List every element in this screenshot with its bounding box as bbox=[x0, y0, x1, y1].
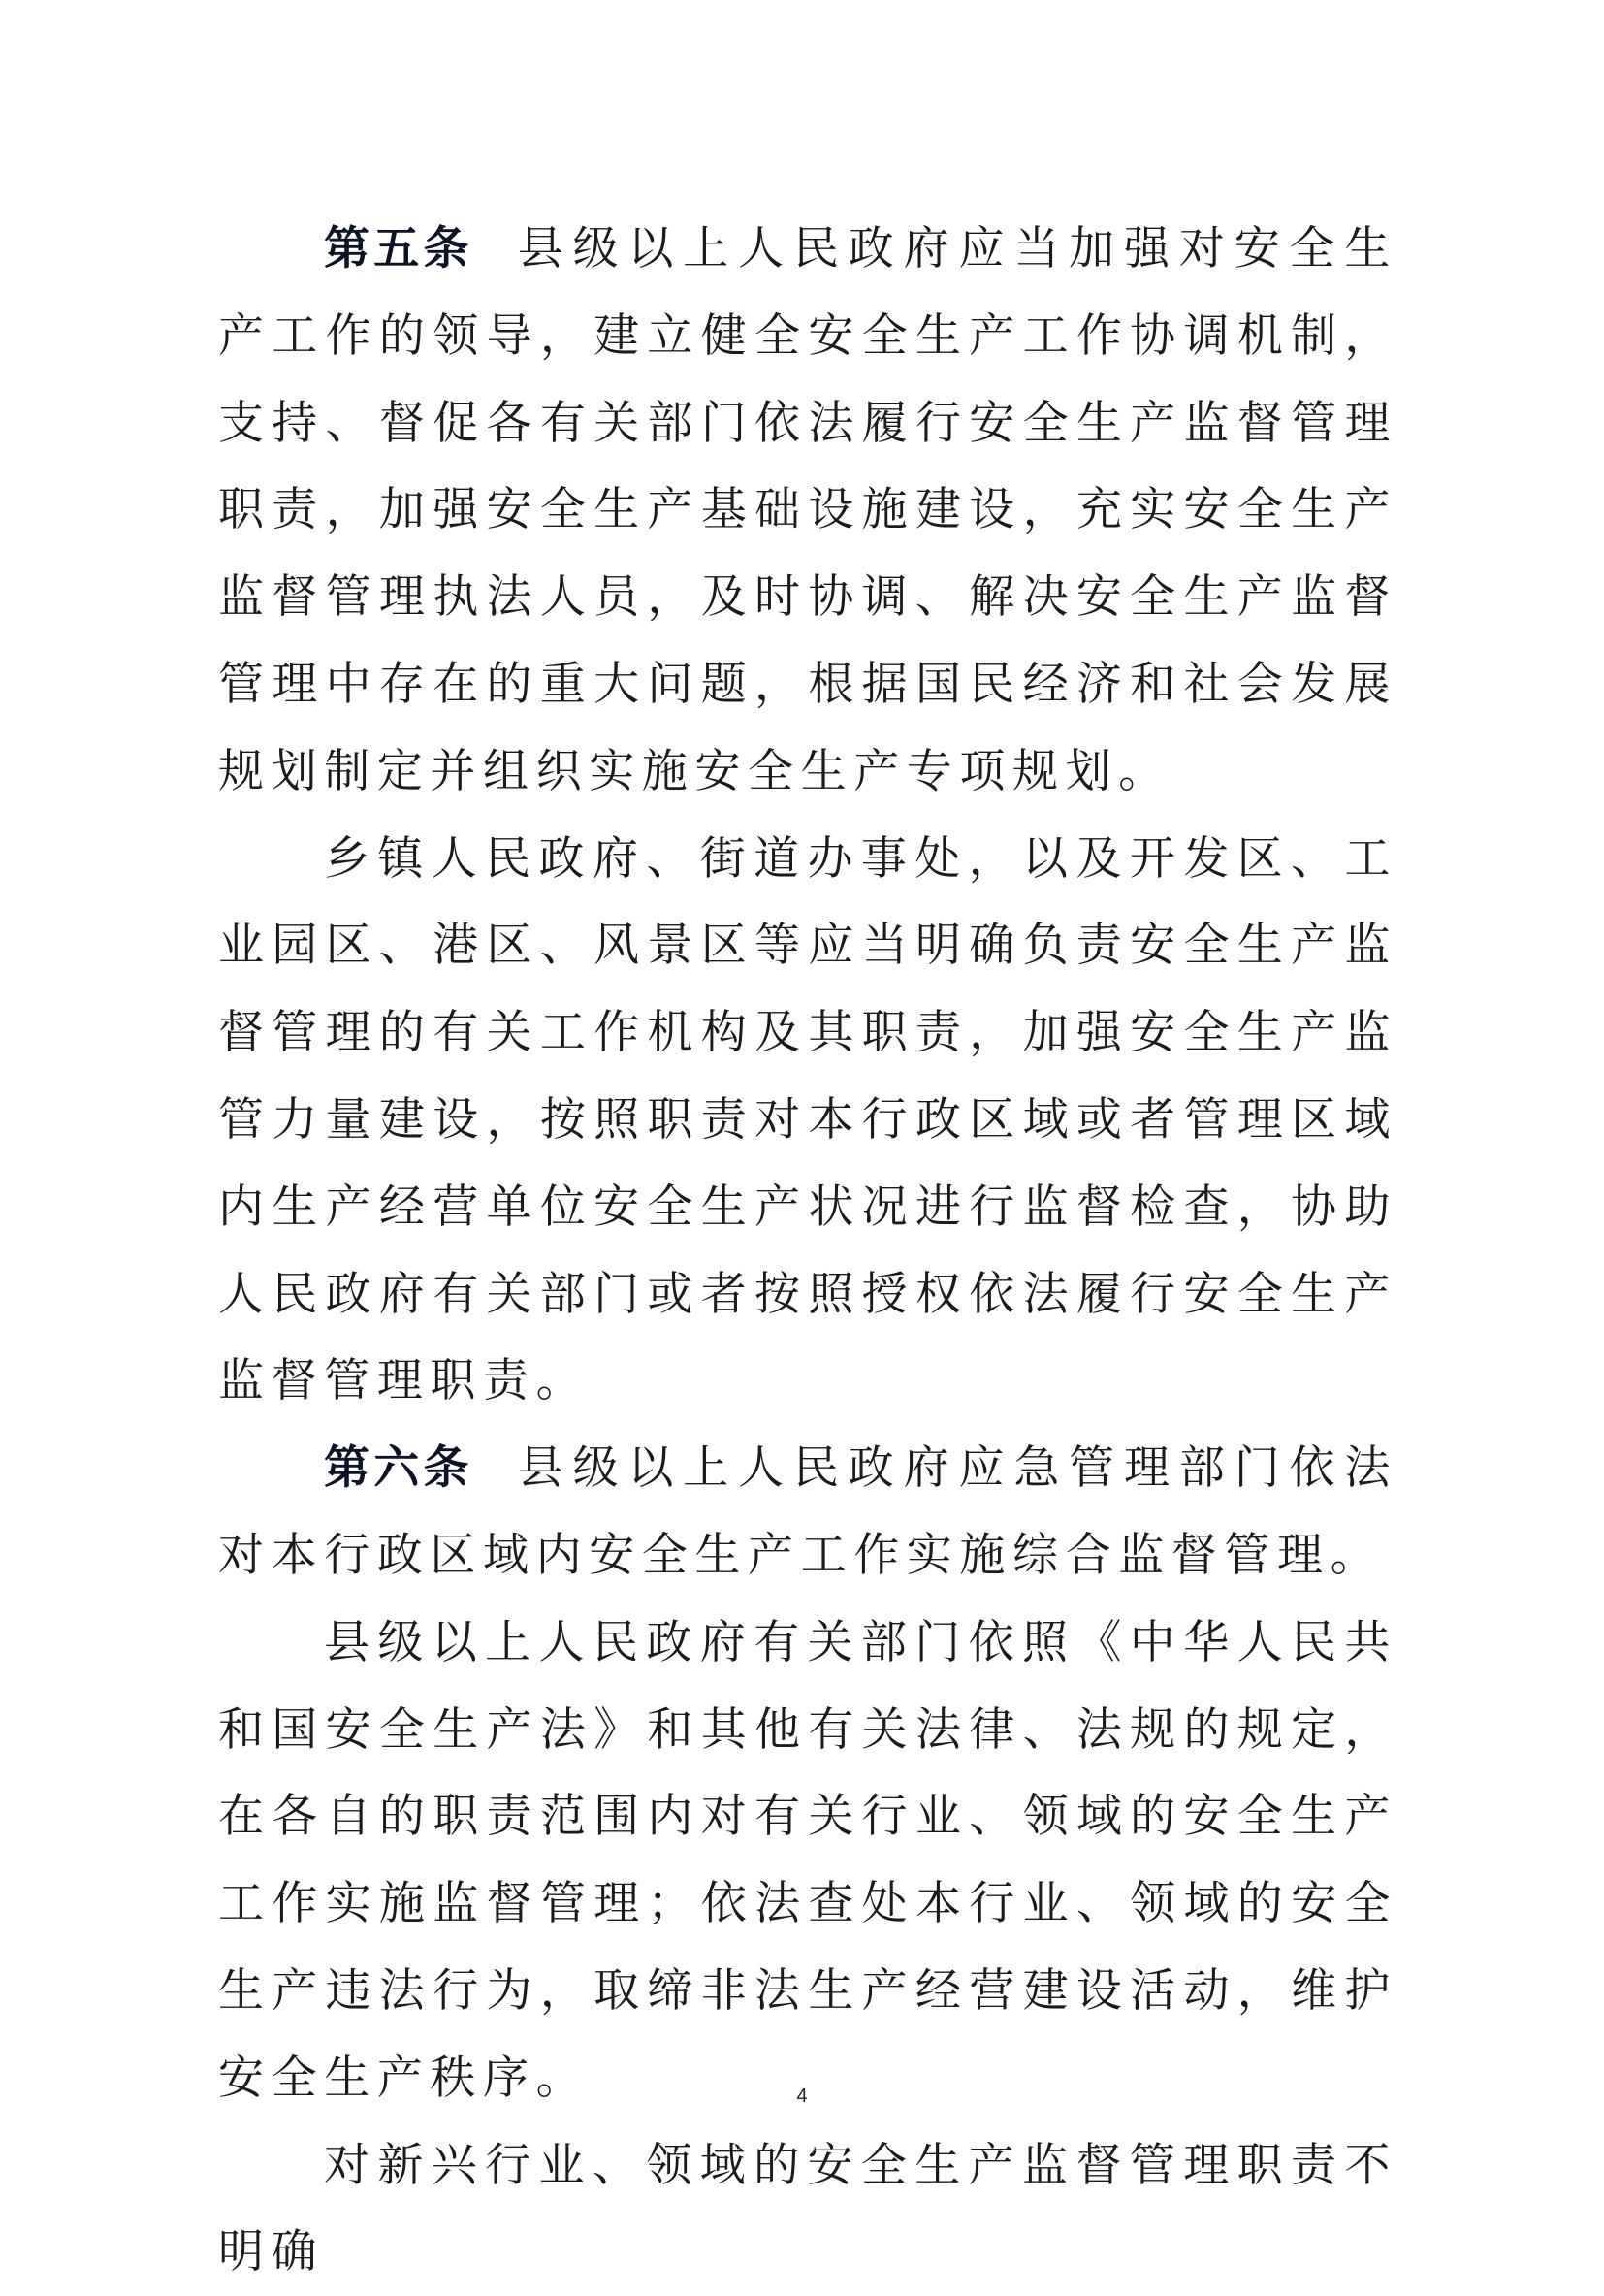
page-number: 4 bbox=[796, 2086, 808, 2107]
paragraph-text: 县级以上人民政府应当加强对安全生产工作的领导，建立健全安全生产工作协调机制，支持、督促各有关部门依法履行安全生产监督管理职责，加强安全生产基础设施建设，充实安全生产监督管理执法人员，及时协调、解决安全生产监督管理中存在的重大问题，根据国民经济和社会发展规划制定并组织实施安全生产专项规划。 bbox=[218, 222, 1397, 798]
article-label: 第五条 bbox=[324, 222, 473, 275]
paragraph-department-duties bbox=[218, 1600, 1397, 2122]
paragraph-text: 县级以上人民政府有关部门依照《中华人民共和国安全生产法》和其他有关法律、法规的规定，在各自的职责范围内对有关行业、领域的安全生产工作实施监督管理；依法查处本行业、领域的安全生产违法行为，取缔非法生产经营建设活动，维护安全生产秩序。 bbox=[218, 1615, 1397, 2105]
paragraph-emerging-industries bbox=[218, 2122, 1397, 2296]
paragraph-text: 对新兴行业、领域的安全生产监督管理职责不明确 bbox=[218, 2138, 1397, 2280]
paragraph-text: 县级以上人民政府应急管理部门依法对本行政区域内安全生产工作实施综合监督管理。 bbox=[218, 1441, 1397, 1582]
paragraph-text: 乡镇人民政府、街道办事处，以及开发区、工业园区、港区、风景区等应当明确负责安全生产监督管理的有关工作机构及其职责，加强安全生产监管力量建设，按照职责对本行政区域或者管理区域内生产经营单位安全生产状况进行监督检查，协助人民政府有关部门或者按照授权依法履行安全生产监督管理职责。 bbox=[218, 831, 1397, 1408]
document-body bbox=[218, 206, 1397, 2296]
article-label: 第六条 bbox=[324, 1441, 473, 1496]
paragraph-article-6 bbox=[218, 1425, 1397, 1600]
paragraph-article-5 bbox=[218, 206, 1397, 816]
paragraph-township-duties bbox=[218, 816, 1397, 1426]
